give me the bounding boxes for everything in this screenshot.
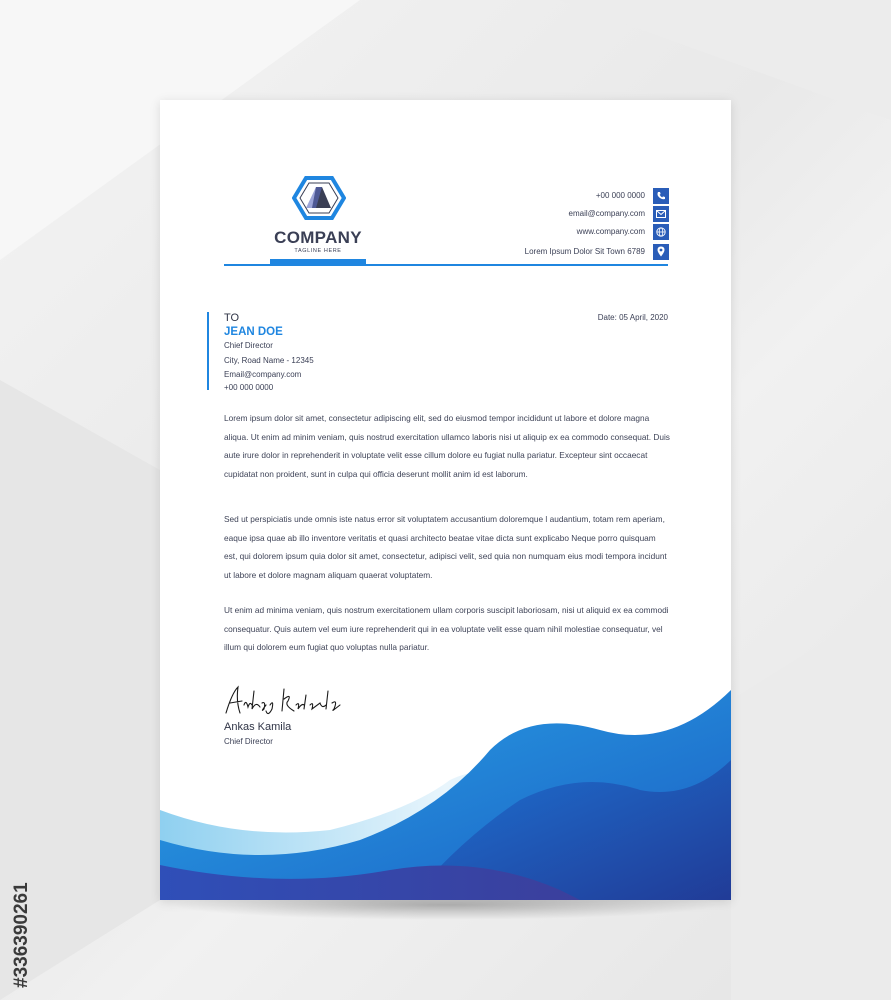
to-label: TO bbox=[224, 312, 240, 324]
recipient-address: City, Road Name - 12345 bbox=[224, 356, 314, 365]
contact-phone bbox=[409, 187, 669, 204]
footer-wave-decoration bbox=[160, 690, 731, 900]
stock-id-watermark bbox=[5, 760, 37, 990]
stock-id-text: #336390261 bbox=[11, 882, 32, 988]
contact-phone-text: +00 000 0000 bbox=[595, 191, 645, 200]
letter-date: Date: 05 April, 2020 bbox=[597, 313, 668, 322]
location-pin-icon bbox=[653, 244, 669, 260]
company-name: COMPANY bbox=[274, 228, 362, 247]
globe-icon bbox=[653, 224, 669, 240]
mail-icon bbox=[653, 206, 669, 222]
company-tagline: TAGLINE HERE bbox=[294, 248, 342, 254]
signer-name: Ankas Kamila bbox=[224, 721, 292, 733]
header-divider bbox=[224, 264, 668, 266]
body-paragraph-3: Ut enim ad minima veniam, quis nostrum exercitationem ullam corporis suscipit laboriosam, nisi ut aliquid ex ea commodi consequatur. Quis autem vel eum iure reprehenderit qui in ea voluptate velit esse quam nihil molestiae consequatur, vel illum qui dolorem eum fugiat quo voluptas nulla pariatur. bbox=[224, 605, 669, 652]
contact-address-text: Lorem Ipsum Dolor Sit Town 6789 bbox=[524, 247, 645, 256]
body-paragraph-1: Lorem ipsum dolor sit amet, consectetur adipiscing elit, sed do eiusmod tempor incididunt ut labore et dolore magna aliqua. Ut enim ad minim veniam, quis nostrud exercitation ullamco laboris nisi ut aliquip ex ea commodo consequat. Duis aute irure dolor in reprehenderit in voluptate velit esse cillum dolore eu fugiat nulla pariatur. Excepteur sint occaecat cupidatat non proident, sunt in culpa qui officia deserunt mollit anim id est laborum. bbox=[224, 413, 670, 479]
contact-website-text: www.company.com bbox=[576, 227, 645, 236]
contact-email bbox=[409, 205, 669, 222]
contact-website bbox=[409, 223, 669, 240]
recipient-phone: +00 000 0000 bbox=[224, 383, 274, 392]
recipient-email: Email@company.com bbox=[224, 370, 302, 379]
recipient-name: JEAN DOE bbox=[224, 326, 283, 338]
signer-title: Chief Director bbox=[224, 737, 273, 746]
contact-email-text: email@company.com bbox=[568, 209, 645, 218]
body-paragraph-2: Sed ut perspiciatis unde omnis iste natus error sit voluptatem accusantium doloremque l audantium, totam rem aperiam, eaque ipsa quae ab illo inventore veritatis et quasi architecto beatae vitae dicta sunt explicabo Neque porro quisquam est, qui dolorem ipsum quia dolor sit amet, consectetur, adipisci velit, sed quia non numquam eius modi tempora incidunt ut labore et dolore magnam aliquam quaerat voluptatem. bbox=[224, 514, 667, 580]
contact-address bbox=[409, 243, 669, 260]
phone-icon bbox=[653, 188, 669, 204]
recipient-accent-bar bbox=[207, 312, 209, 390]
recipient-title: Chief Director bbox=[224, 341, 273, 350]
hexagon-logo-icon bbox=[292, 175, 346, 221]
letterhead-page bbox=[160, 100, 731, 900]
